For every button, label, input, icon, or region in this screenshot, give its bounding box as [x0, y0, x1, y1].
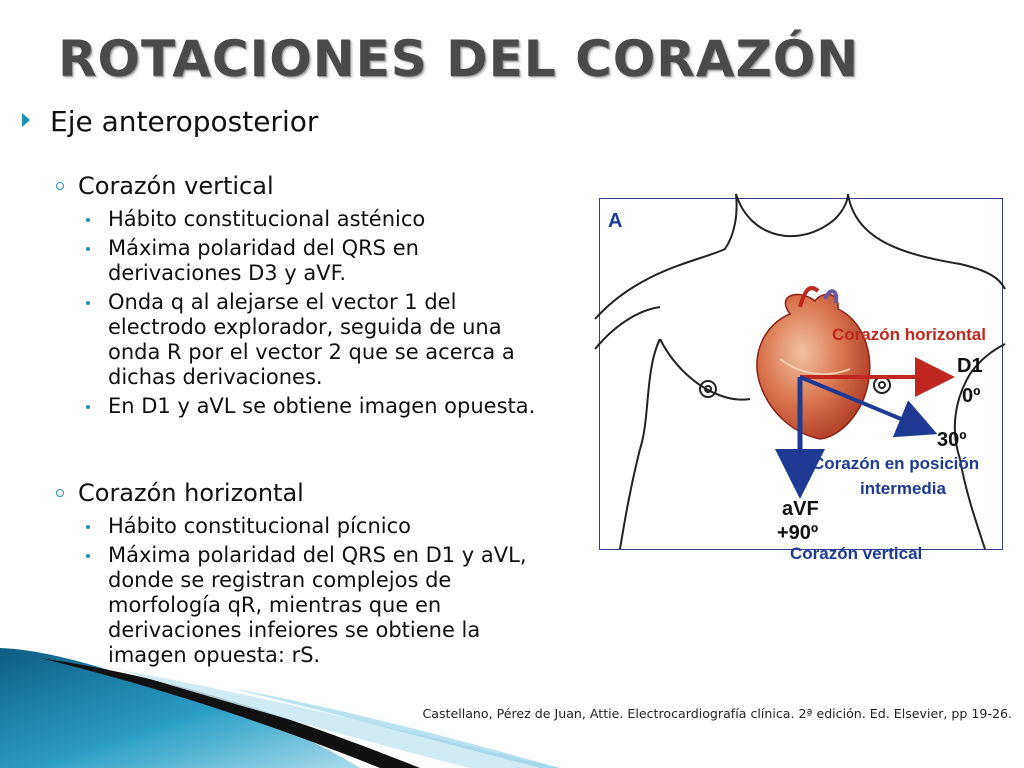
list-item-text: Máxima polaridad del QRS en derivaciones D3 y aVF.	[108, 236, 419, 285]
ring-bullet-icon	[56, 489, 64, 497]
d1-label: D1	[957, 355, 983, 377]
subheading-text: Corazón vertical	[78, 172, 274, 200]
subheading-corazon-vertical	[56, 172, 274, 200]
panel-label: A	[608, 210, 623, 232]
list-item	[80, 514, 550, 539]
angle-30-label: 30º	[937, 429, 967, 451]
heart-axis-diagram	[600, 199, 1002, 563]
dot-bullet-icon	[86, 554, 90, 558]
avf-angle-label: +90º	[777, 522, 819, 544]
list-item-text: Onda q al alejarse el vector 1 del electrodo explorador, seguida de una onda R por el vector 2 que se acerca a dichas derivaciones.	[108, 290, 515, 389]
intermediate-label-line2: intermedia	[860, 479, 946, 498]
arrow-bullet-icon	[22, 113, 30, 127]
slide-title: ROTACIONES DEL CORAZÓN	[58, 30, 860, 88]
list-item-text: Hábito constitucional asténico	[108, 207, 426, 231]
bullet-eje-anteroposterior	[22, 105, 318, 138]
heart-icon	[757, 288, 870, 439]
subheading-corazon-horizontal	[56, 479, 304, 507]
dot-bullet-icon	[86, 301, 90, 305]
list-item	[80, 290, 550, 390]
list-item	[80, 236, 550, 286]
dot-bullet-icon	[86, 525, 90, 529]
ring-bullet-icon	[56, 182, 64, 190]
list-item-text: Máxima polaridad del QRS en D1 y aVL, donde se registran complejos de morfología qR, mientras que en derivaciones infeiores se obtiene la imagen opuesta: rS.	[108, 543, 527, 667]
avf-label: aVF	[782, 498, 819, 520]
nipple-right-icon	[874, 377, 890, 393]
list-item-text: En D1 y aVL se obtiene imagen opuesta.	[108, 394, 536, 418]
vertical-heart-label: Corazón vertical	[790, 544, 923, 563]
bullet-text: Eje anteroposterior	[50, 105, 319, 138]
list-item	[80, 207, 550, 232]
intermediate-label-line1: Corazón en posición	[812, 454, 980, 473]
subheading-text: Corazón horizontal	[78, 479, 304, 507]
vertical-items-list	[80, 207, 550, 423]
dot-bullet-icon	[86, 405, 90, 409]
decorative-swoosh	[0, 640, 1024, 768]
list-item	[80, 394, 550, 419]
citation-text: Castellano, Pérez de Juan, Attie. Electrocardiografía clínica. 2ª edición. Ed. Elsevier, pp 19-26.	[422, 706, 1012, 721]
heart-axis-figure	[599, 198, 1003, 563]
dot-bullet-icon	[86, 218, 90, 222]
d1-angle-label: 0º	[962, 385, 981, 407]
horizontal-heart-label: Corazón horizontal	[832, 325, 986, 344]
list-item-text: Hábito constitucional pícnico	[108, 514, 412, 538]
dot-bullet-icon	[86, 247, 90, 251]
